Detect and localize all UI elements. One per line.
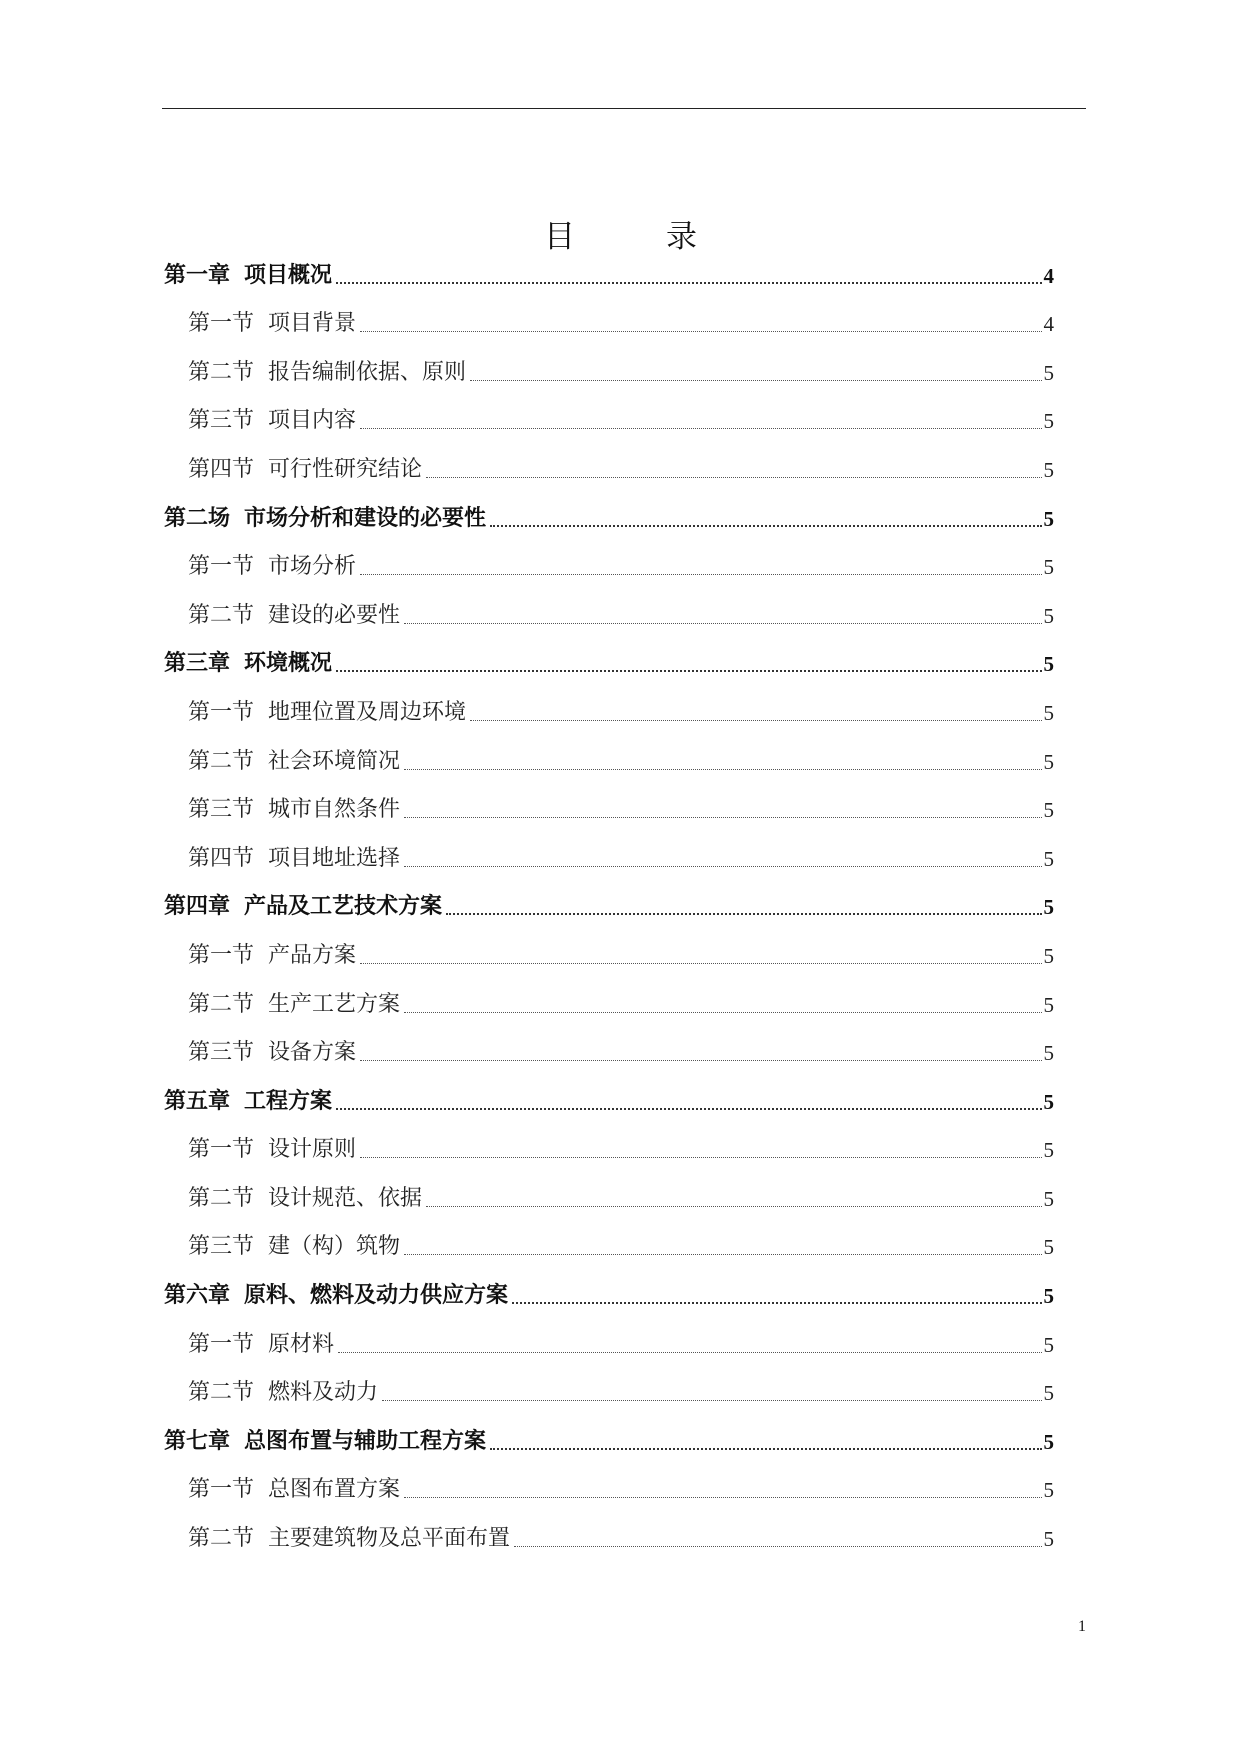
toc-entry-number: 第三节: [188, 408, 255, 434]
toc-entry-number: 第二节: [188, 991, 255, 1017]
toc-entry-label: [164, 1278, 508, 1309]
toc-entry-label: [188, 1375, 378, 1406]
toc-section-entry[interactable]: [164, 542, 1054, 591]
toc-entry-title: 城市自然条件: [268, 797, 401, 823]
toc-section-entry[interactable]: [164, 979, 1054, 1028]
toc-dot-leader: [446, 913, 1041, 915]
toc-dot-leader: [404, 1254, 1041, 1255]
toc-entry-title: 总图布置方案: [268, 1477, 401, 1503]
toc-entry-title: 工程方案: [244, 1087, 333, 1114]
toc-entry-page: 5: [1043, 555, 1054, 580]
toc-dot-leader: [404, 623, 1041, 624]
table-of-contents: [164, 250, 1054, 1562]
toc-section-entry[interactable]: [164, 347, 1054, 396]
toc-dot-leader: [404, 817, 1041, 818]
toc-entry-page: 5: [1043, 1478, 1054, 1503]
toc-entry-number: 第二节: [188, 1185, 255, 1211]
toc-chapter-entry[interactable]: [164, 1270, 1054, 1319]
toc-entry-number: 第一节: [188, 554, 255, 580]
toc-chapter-entry[interactable]: [164, 1416, 1054, 1465]
toc-entry-label: [188, 792, 400, 823]
toc-dot-leader: [382, 1400, 1041, 1401]
toc-entry-page: 5: [1043, 1332, 1054, 1357]
toc-entry-number: 第二节: [188, 748, 255, 774]
toc-entry-page: 5: [1043, 798, 1054, 823]
toc-entry-label: [164, 1084, 332, 1115]
toc-section-entry[interactable]: [164, 736, 1054, 785]
toc-dot-leader: [360, 574, 1041, 575]
toc-entry-page: 5: [1043, 749, 1054, 774]
toc-entry-title: 报告编制依据、原则: [268, 359, 467, 385]
toc-entry-label: [188, 549, 356, 580]
toc-entry-number: 第二节: [188, 1380, 255, 1406]
toc-entry-title: 市场分析: [268, 554, 357, 580]
toc-dot-leader: [336, 1108, 1041, 1110]
toc-entry-number: 第二节: [188, 359, 255, 385]
toc-section-entry[interactable]: [164, 1028, 1054, 1077]
toc-entry-title: 项目内容: [268, 408, 357, 434]
toc-entry-label: [188, 695, 466, 726]
toc-entry-number: 第三节: [188, 1234, 255, 1260]
toc-entry-label: [188, 355, 466, 386]
toc-dot-leader: [404, 769, 1041, 770]
toc-dot-leader: [426, 477, 1041, 478]
toc-entry-title: 生产工艺方案: [268, 991, 401, 1017]
toc-dot-leader: [336, 670, 1041, 672]
toc-entry-page: 5: [1043, 1527, 1054, 1552]
toc-dot-leader: [470, 720, 1041, 721]
toc-entry-number: 第一节: [188, 942, 255, 968]
toc-entry-label: [188, 1521, 510, 1552]
toc-entry-title: 原料、燃料及动力供应方案: [244, 1282, 509, 1309]
toc-entry-number: 第一节: [188, 1137, 255, 1163]
toc-section-entry[interactable]: [164, 1368, 1054, 1417]
toc-entry-title: 设备方案: [268, 1040, 357, 1066]
toc-section-entry[interactable]: [164, 833, 1054, 882]
toc-entry-page: 5: [1043, 1041, 1054, 1066]
toc-chapter-entry[interactable]: [164, 639, 1054, 688]
toc-entry-number: 第一节: [188, 311, 255, 337]
toc-entry-number: 第二节: [188, 1526, 255, 1552]
toc-section-entry[interactable]: [164, 299, 1054, 348]
toc-dot-leader: [512, 1302, 1041, 1304]
toc-section-entry[interactable]: [164, 590, 1054, 639]
toc-dot-leader: [404, 866, 1041, 867]
toc-entry-label: [188, 452, 422, 483]
toc-chapter-entry[interactable]: [164, 493, 1054, 542]
toc-entry-title: 主要建筑物及总平面布置: [268, 1526, 511, 1552]
toc-dot-leader: [338, 1352, 1041, 1353]
toc-entry-label: [188, 1035, 356, 1066]
toc-entry-page: 5: [1043, 1284, 1054, 1309]
toc-entry-page: 5: [1043, 1089, 1054, 1114]
toc-entry-page: 5: [1043, 1138, 1054, 1163]
toc-section-entry[interactable]: [164, 396, 1054, 445]
toc-entry-number: 第七章: [164, 1427, 231, 1454]
toc-entry-title: 社会环境简况: [268, 748, 401, 774]
toc-entry-label: [188, 1229, 400, 1260]
toc-section-entry[interactable]: [164, 1513, 1054, 1562]
toc-section-entry[interactable]: [164, 444, 1054, 493]
toc-entry-page: 5: [1043, 652, 1054, 677]
toc-entry-label: [188, 1181, 422, 1212]
toc-entry-label: [164, 501, 486, 532]
toc-entry-page: 5: [1043, 1186, 1054, 1211]
toc-entry-label: [188, 403, 356, 434]
toc-entry-number: 第一章: [164, 261, 231, 288]
toc-chapter-entry[interactable]: [164, 250, 1054, 299]
toc-entry-number: 第一节: [188, 699, 255, 725]
toc-dot-leader: [426, 1206, 1041, 1207]
toc-entry-label: [164, 258, 332, 289]
toc-entry-label: [188, 306, 356, 337]
toc-entry-page: 5: [1043, 457, 1054, 482]
toc-entry-number: 第四章: [164, 893, 231, 920]
toc-entry-title: 可行性研究结论: [268, 456, 423, 482]
toc-entry-label: [188, 938, 356, 969]
toc-title: 目 录: [544, 218, 727, 255]
toc-section-entry[interactable]: [164, 1125, 1054, 1174]
toc-entry-page: 5: [1043, 1381, 1054, 1406]
toc-entry-page: 5: [1043, 1235, 1054, 1260]
toc-entry-title: 设计规范、依据: [268, 1185, 423, 1211]
toc-section-entry[interactable]: [164, 1465, 1054, 1514]
toc-entry-number: 第一节: [188, 1331, 255, 1357]
toc-dot-leader: [404, 1012, 1041, 1013]
toc-entry-label: [164, 889, 442, 920]
toc-entry-title: 产品及工艺技术方案: [244, 893, 443, 920]
toc-entry-title: 燃料及动力: [268, 1380, 379, 1406]
toc-section-entry[interactable]: [164, 687, 1054, 736]
toc-entry-label: [188, 1327, 334, 1358]
toc-entry-number: 第三章: [164, 650, 231, 677]
toc-section-entry[interactable]: [164, 1222, 1054, 1271]
toc-entry-page: 5: [1043, 943, 1054, 968]
toc-entry-page: 5: [1043, 506, 1054, 531]
toc-entry-page: 5: [1043, 603, 1054, 628]
toc-entry-title: 项目背景: [268, 311, 357, 337]
toc-entry-number: 第六章: [164, 1282, 231, 1309]
toc-entry-title: 建设的必要性: [268, 602, 401, 628]
toc-entry-title: 项目地址选择: [268, 845, 401, 871]
toc-entry-title: 环境概况: [244, 650, 333, 677]
toc-dot-leader: [514, 1546, 1041, 1547]
toc-entry-label: [188, 987, 400, 1018]
toc-entry-page: 5: [1043, 1429, 1054, 1454]
toc-chapter-entry[interactable]: [164, 1076, 1054, 1125]
toc-dot-leader: [336, 282, 1041, 284]
toc-entry-title: 项目概况: [244, 261, 333, 288]
toc-entry-number: 第二场: [164, 504, 231, 531]
toc-dot-leader: [404, 1497, 1041, 1498]
toc-dot-leader: [360, 1060, 1041, 1061]
toc-entry-page: 5: [1043, 700, 1054, 725]
toc-entry-title: 市场分析和建设的必要性: [244, 504, 487, 531]
toc-entry-title: 设计原则: [268, 1137, 357, 1163]
toc-entry-page: 5: [1043, 895, 1054, 920]
toc-entry-number: 第四节: [188, 456, 255, 482]
toc-entry-number: 第三节: [188, 1040, 255, 1066]
toc-dot-leader: [470, 380, 1041, 381]
toc-entry-label: [188, 1472, 400, 1503]
toc-section-entry[interactable]: [164, 1319, 1054, 1368]
toc-dot-leader: [360, 963, 1041, 964]
toc-entry-title: 建（构）筑物: [268, 1234, 401, 1260]
page-number: 1: [1078, 1618, 1086, 1635]
toc-dot-leader: [360, 331, 1041, 332]
toc-entry-page: 4: [1043, 312, 1054, 337]
toc-dot-leader: [490, 1448, 1041, 1450]
toc-dot-leader: [360, 428, 1041, 429]
toc-entry-label: [188, 1132, 356, 1163]
toc-section-entry[interactable]: [164, 930, 1054, 979]
toc-entry-number: 第一节: [188, 1477, 255, 1503]
toc-section-entry[interactable]: [164, 1173, 1054, 1222]
toc-chapter-entry[interactable]: [164, 882, 1054, 931]
toc-entry-title: 总图布置与辅助工程方案: [244, 1427, 487, 1454]
toc-entry-title: 产品方案: [268, 942, 357, 968]
toc-entry-label: [164, 646, 332, 677]
toc-entry-number: 第四节: [188, 845, 255, 871]
header-rule: [162, 108, 1086, 109]
toc-entry-page: 5: [1043, 846, 1054, 871]
toc-entry-title: 原材料: [268, 1331, 335, 1357]
toc-entry-page: 5: [1043, 992, 1054, 1017]
toc-entry-label: [188, 841, 400, 872]
toc-entry-label: [164, 1424, 486, 1455]
toc-entry-page: 5: [1043, 360, 1054, 385]
toc-dot-leader: [490, 525, 1041, 527]
toc-dot-leader: [360, 1157, 1041, 1158]
toc-section-entry[interactable]: [164, 785, 1054, 834]
toc-entry-page: 5: [1043, 409, 1054, 434]
toc-entry-page: 4: [1043, 263, 1054, 288]
toc-entry-number: 第二节: [188, 602, 255, 628]
toc-entry-number: 第五章: [164, 1087, 231, 1114]
toc-entry-label: [188, 598, 400, 629]
toc-entry-title: 地理位置及周边环境: [268, 699, 467, 725]
toc-entry-label: [188, 744, 400, 775]
toc-entry-number: 第三节: [188, 797, 255, 823]
